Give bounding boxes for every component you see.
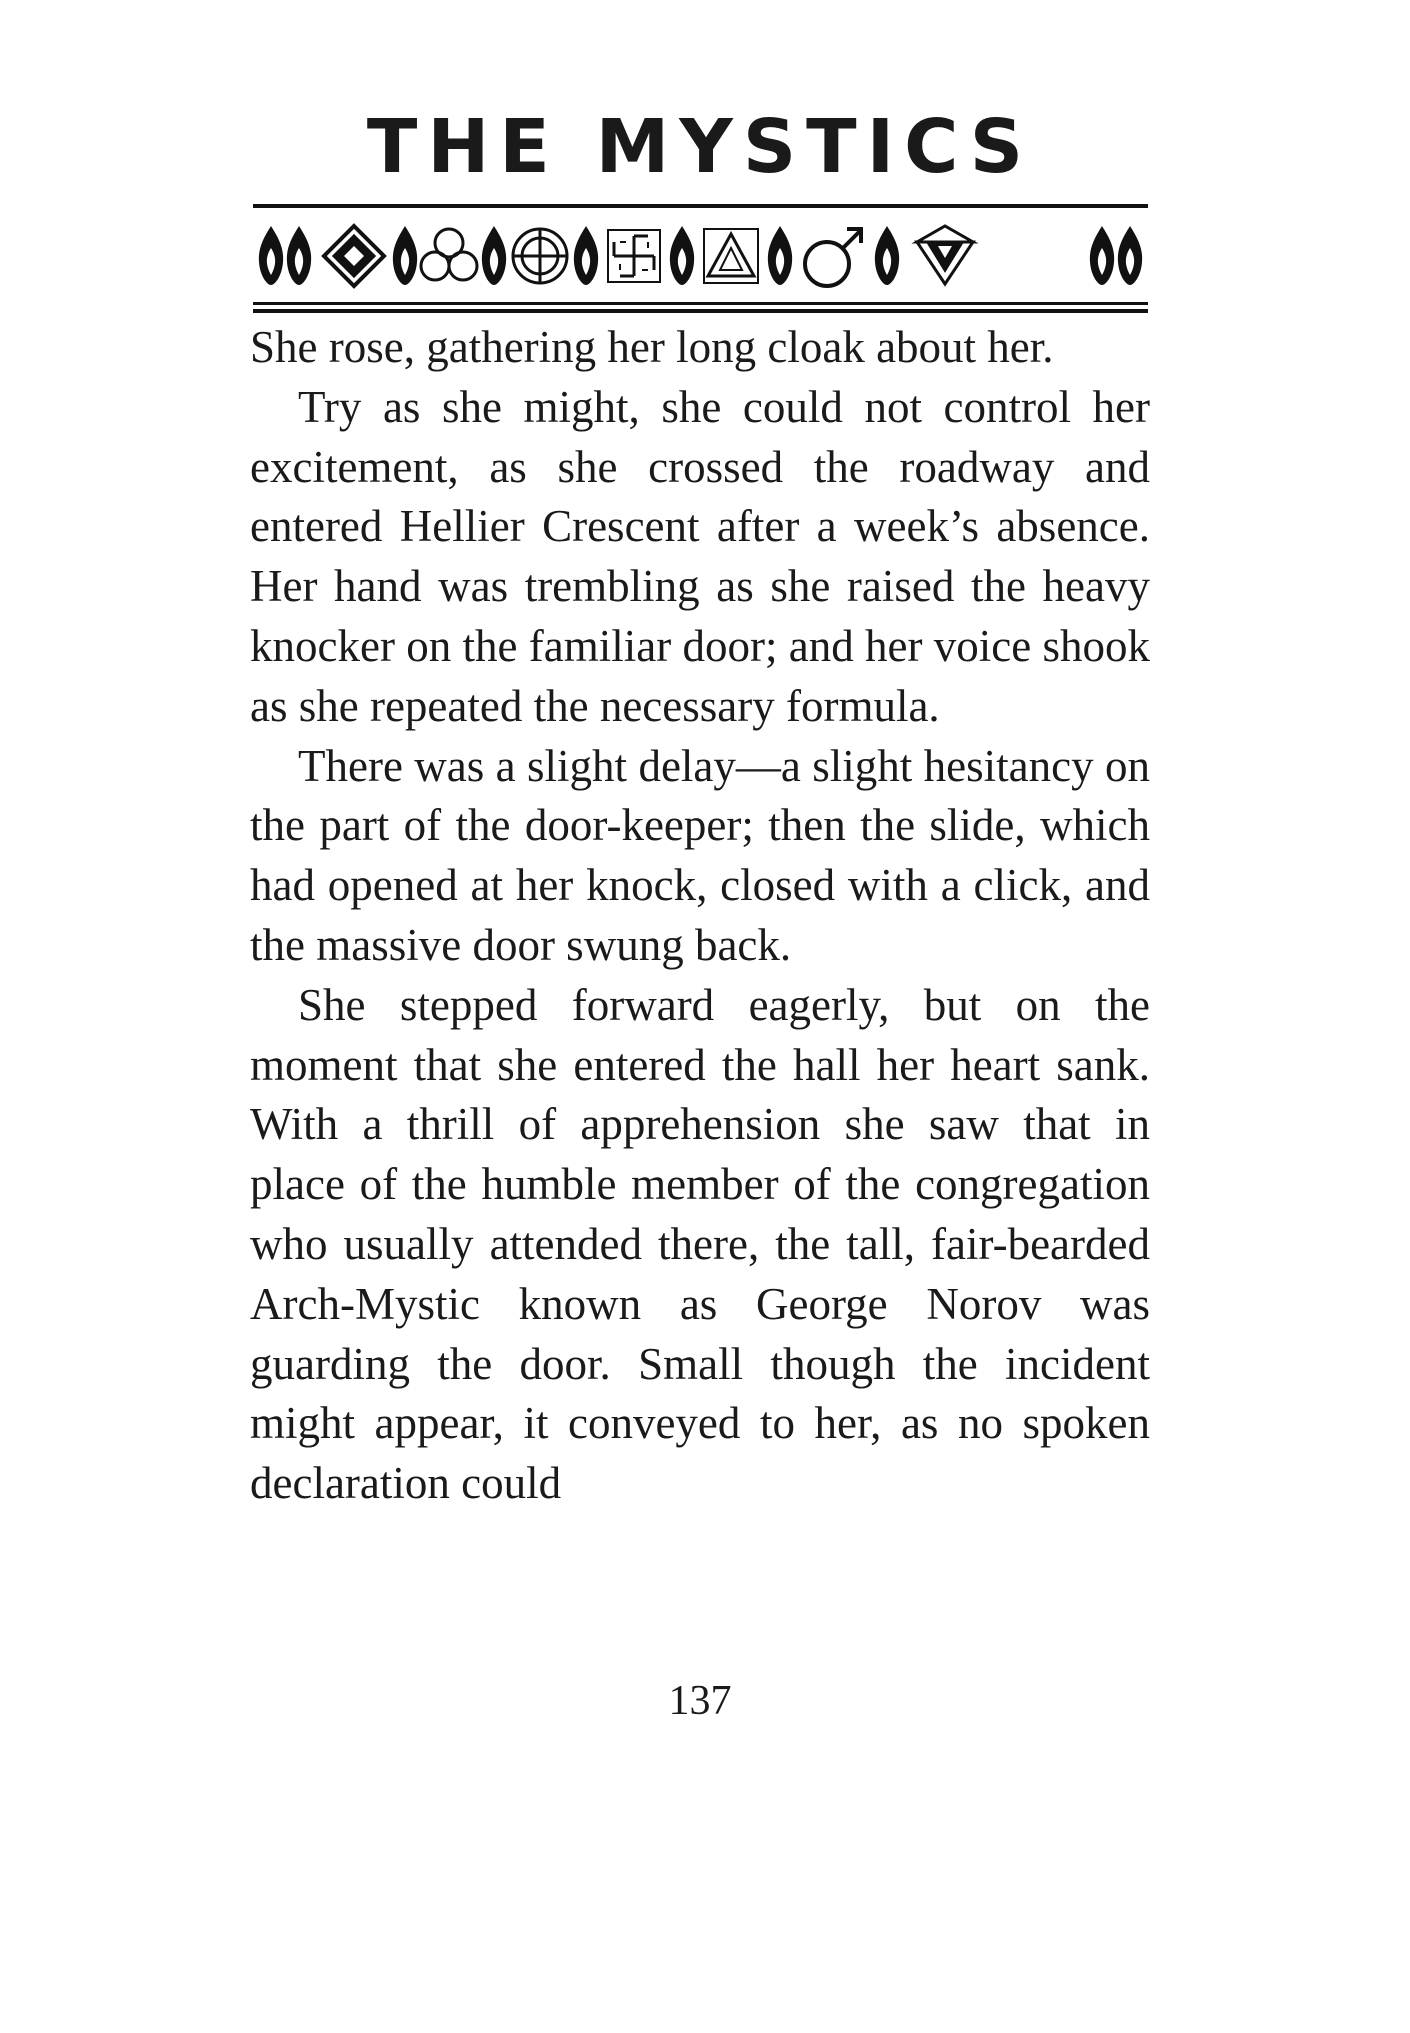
triangle-icon	[704, 229, 758, 283]
flame-icon	[287, 226, 311, 285]
flame-icon	[259, 226, 283, 285]
diamond-chevron-icon	[917, 226, 973, 284]
body-text	[250, 318, 1150, 1514]
flame-icon	[1090, 226, 1114, 285]
flame-icon	[768, 226, 792, 285]
trefoil-icon	[421, 229, 477, 280]
paragraph: Try as she might, she could not control her excitement, as she crossed the roadway and entered Hellier Crescent after a week’s absence. Her hand was trembling as she raised the heavy knocker on the familiar door; and her voice shook as she repeated the necessary formula.	[250, 381, 1150, 731]
ornament-svg	[253, 216, 1148, 296]
mars-sign-icon	[805, 229, 861, 286]
header-rule-top	[253, 204, 1148, 208]
fylfot-icon	[608, 230, 660, 282]
flame-icon	[1118, 226, 1142, 285]
header-rule-bottom-double	[253, 309, 1148, 313]
circled-cross-icon	[513, 229, 567, 283]
page-number: 137	[668, 1678, 732, 1724]
flame-icon	[393, 226, 417, 285]
flame-icon	[875, 226, 899, 285]
ornament-band	[253, 216, 1148, 296]
paragraph: She stepped forward eagerly, but on the moment that she entered the hall her heart sank. With a thrill of apprehension she saw that in place of the humble member of the congregation who usually attended there, the tall, fair-bearded Arch-Mystic known as George Norov was guarding the door. Small though the incident might appear, it conveyed to her, as no spoken declaration could	[250, 979, 1150, 1509]
header-rule-bottom	[253, 302, 1148, 305]
flame-icon	[670, 226, 694, 285]
paragraph: She rose, gathering her long cloak about her.	[250, 322, 1054, 372]
rhombus-icon	[324, 226, 384, 286]
paragraph: There was a slight delay—a slight hesitancy on the part of the door-keeper; then the slide, which had opened at her knock, closed with a click, and the massive door swung back.	[250, 740, 1150, 970]
flame-icon	[482, 226, 506, 285]
flame-icon	[574, 226, 598, 285]
running-title: THE MYSTICS	[366, 104, 1034, 190]
